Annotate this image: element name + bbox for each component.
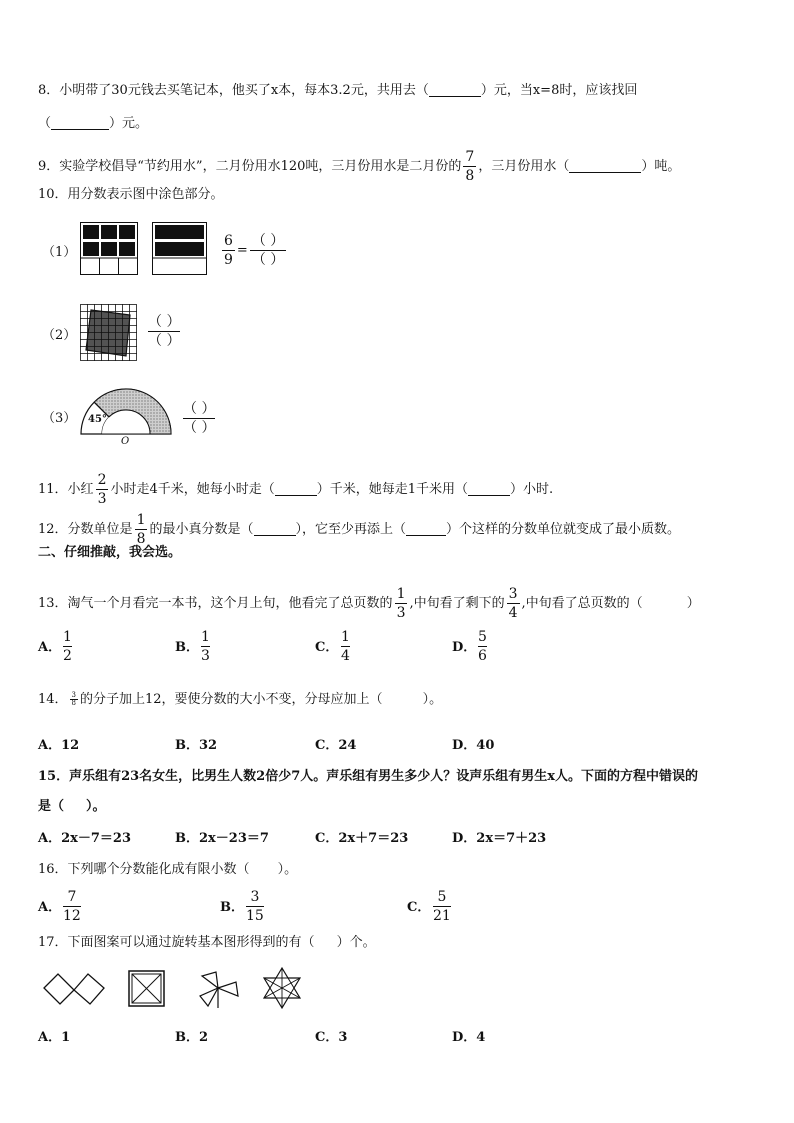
q13-fraction-2 [507, 585, 520, 622]
q12-frac-num: 1 [136, 512, 146, 528]
q11-blank-1[interactable] [275, 481, 317, 496]
q13-option-d-label: D． [452, 640, 477, 655]
q10-sub1-num: 6 [224, 233, 233, 249]
q10-sub1-answer[interactable] [250, 232, 286, 269]
q13-option-c-frac [341, 628, 350, 665]
q10-figure1-bars [152, 222, 208, 276]
q13-option-b-frac [201, 628, 210, 665]
q17-option-a[interactable]: A．1 [38, 1030, 71, 1045]
q13-text-d: ） [686, 596, 700, 611]
q10-sub3-ans-den: （ ） [183, 420, 216, 436]
q10-number: 10． [38, 187, 68, 202]
question-14 [38, 690, 442, 710]
q11-blank-2[interactable] [468, 481, 510, 496]
q16-b-num: 3 [246, 888, 264, 907]
q12-text-d: ）个这样的分数单位就变成了最小质数。 [446, 522, 681, 537]
q10-sub1-label: （1） [42, 245, 77, 260]
q16-option-b-label: B． [220, 900, 244, 915]
q17-figure-pinwheel [196, 968, 242, 1010]
q12-text-b: 的最小真分数是（ [149, 522, 254, 537]
q14-text-end: ）。 [422, 692, 443, 707]
q14-option-a[interactable]: A．12 [38, 738, 80, 753]
q12-frac-den: 8 [136, 531, 146, 547]
q13-a-num: 1 [63, 629, 72, 645]
q13-f1-num: 1 [396, 586, 406, 602]
q9-text-c: ）吨。 [641, 159, 681, 174]
q16-c-den: 21 [433, 908, 451, 924]
q10-origin-label: O [121, 436, 130, 447]
question-16 [38, 860, 297, 880]
q10-figure2-grid [80, 304, 140, 364]
q11-text-b: 小时走4千米，她每小时走（ [110, 482, 275, 497]
q10-sub2-answer[interactable] [148, 313, 180, 350]
question-15-line1 [38, 767, 698, 787]
q16-option-c-frac [433, 888, 451, 925]
question-17 [38, 933, 376, 953]
q12-blank-2[interactable] [406, 521, 446, 536]
question-15-line2 [38, 797, 106, 817]
q10-sub1-den: 9 [224, 252, 233, 268]
q14-small-num: 3 [71, 691, 77, 699]
q16-text-end: ）。 [277, 862, 298, 877]
q16-b-den: 15 [246, 908, 264, 924]
q10-sub3-ans-num: （ ） [183, 401, 216, 417]
q8-open-paren: （ [38, 116, 52, 131]
q16-text: 下列哪个分数能化成有限小数（ [67, 862, 250, 877]
q10-sub2-label: （2） [42, 328, 77, 343]
q10-sub1-ans-num: （ ） [251, 233, 285, 249]
q17-figure-square-x [128, 970, 166, 1008]
q16-number: 16． [38, 862, 68, 877]
q11-fraction [96, 471, 109, 508]
question-9 [38, 148, 680, 185]
q16-option-a-label: A． [38, 900, 62, 915]
q13-b-num: 1 [201, 629, 210, 645]
question-13 [38, 585, 700, 622]
q8-blank-1[interactable] [429, 82, 481, 97]
q13-b-den: 3 [201, 648, 210, 664]
q9-frac-den: 8 [465, 168, 475, 184]
q17-option-d[interactable]: D．4 [452, 1030, 486, 1045]
q13-c-num: 1 [341, 629, 350, 645]
q15-option-d[interactable]: D．2x＝7＋23 [452, 831, 547, 846]
q10-sub3-label: （3） [42, 411, 77, 426]
q10-sub2-ans-den: （ ） [148, 333, 181, 349]
q13-option-a-frac [63, 628, 72, 665]
q13-option-c-label: C． [315, 640, 339, 655]
q14-option-c[interactable]: C．24 [315, 738, 357, 753]
q15-text-a: 声乐组有23名女生，比男生人数2倍少7人。声乐组有男生多少人？设声乐组有男生x人。下面的方程中错误的 [69, 769, 699, 784]
q8-text-a: 小明带了30元钱去买笔记本，他买了x本，每本3.2元，共用去（ [59, 83, 429, 98]
q8-text-b: ）元，当x=8时，应该找回 [480, 83, 638, 98]
q13-f2-num: 3 [508, 586, 518, 602]
q9-frac-num: 7 [465, 149, 475, 165]
q16-option-c-label: C． [407, 900, 431, 915]
question-8-line1 [38, 81, 637, 101]
q13-a-den: 2 [63, 648, 72, 664]
q9-text-a: 实验学校倡导“节约用水”，二月份用水120吨，三月份用水是二月份的 [59, 159, 462, 174]
q16-a-num: 7 [63, 888, 81, 907]
q13-text-b: ,中旬看了剩下的 [409, 596, 505, 611]
q17-figure-star [260, 966, 304, 1010]
q9-number: 9． [38, 159, 60, 174]
q8-number: 8． [38, 83, 60, 98]
q15-text-c: ）。 [86, 799, 106, 814]
q12-number: 12． [38, 522, 68, 537]
question-11 [38, 471, 553, 508]
q17-figure-rotated-squares [42, 968, 106, 1008]
q11-text-a: 小红 [67, 482, 94, 497]
question-8-line2 [38, 114, 148, 134]
q12-text-a: 分数单位是 [67, 522, 133, 537]
q8-line2-close: ）元。 [109, 116, 149, 131]
q14-small-den: 8 [71, 699, 77, 707]
q15-option-c[interactable]: C．2x＋7＝23 [315, 831, 409, 846]
q17-option-b[interactable]: B．2 [175, 1030, 209, 1045]
q10-figure1-grid [80, 222, 140, 276]
q16-option-a-frac [63, 888, 81, 925]
q16-option-b-frac [246, 888, 264, 925]
q13-d-den: 6 [478, 648, 487, 664]
q14-option-d[interactable]: D．40 [452, 738, 495, 753]
q14-option-b[interactable]: B．32 [175, 738, 218, 753]
q13-number: 13． [38, 596, 68, 611]
q13-fraction-1 [395, 585, 408, 622]
q17-number: 17． [38, 935, 68, 950]
q10-sub1-fraction [222, 232, 235, 269]
q13-c-den: 4 [341, 648, 350, 664]
q13-f2-den: 4 [508, 605, 518, 621]
q9-blank[interactable] [569, 158, 641, 173]
q15-option-b[interactable]: B．2x－23＝7 [175, 831, 269, 846]
q13-text-a: 淘气一个月看完一本书，这个月上旬，他看完了总页数的 [67, 596, 393, 611]
q9-text-b: ，三月份用水（ [478, 159, 570, 174]
q14-number: 14． [38, 692, 68, 707]
q17-text-end: ）个。 [336, 935, 376, 950]
section-2-title: 二、仔细推敲，我会选。 [38, 545, 182, 560]
q11-number: 11． [38, 482, 68, 497]
q13-text-c: ,中旬看了总页数的（ [521, 596, 643, 611]
q14-small-fraction [70, 692, 78, 707]
q11-text-d: ）小时. [510, 482, 554, 497]
q12-blank-1[interactable] [254, 521, 296, 536]
q11-frac-num: 2 [97, 472, 107, 488]
q10-sub1-ans-den: （ ） [251, 252, 285, 268]
q12-text-c: ），它至少再添上（ [295, 522, 407, 537]
question-10 [38, 185, 224, 205]
q17-option-c[interactable]: C．3 [315, 1030, 348, 1045]
q13-f1-den: 3 [396, 605, 406, 621]
q15-text-b: 是（ [38, 799, 65, 814]
q15-number: 15． [38, 769, 70, 784]
q13-option-b-label: B． [175, 640, 199, 655]
q10-sub1-equation [220, 232, 288, 269]
q11-text-c: ）千米，她每走1千米用（ [316, 482, 469, 497]
q13-option-a-label: A． [38, 640, 62, 655]
q17-text: 下面图案可以通过旋转基本图形得到的有（ [67, 935, 315, 950]
q10-equals: = [236, 243, 248, 258]
q16-a-den: 12 [63, 908, 81, 924]
q14-text: 的分子加上12，要使分数的大小不变，分母应加上（ [80, 692, 383, 707]
q10-sub2-ans-num: （ ） [148, 314, 181, 330]
q16-c-num: 5 [433, 888, 451, 907]
q13-option-d-frac [478, 628, 487, 665]
q13-d-num: 5 [478, 629, 487, 645]
q15-option-a[interactable]: A．2x－7＝23 [38, 831, 132, 846]
q11-frac-den: 3 [97, 491, 107, 507]
q10-sub3-answer[interactable] [183, 400, 215, 437]
q10-text: 用分数表示图中涂色部分。 [67, 187, 224, 202]
q8-blank-2[interactable] [51, 115, 109, 130]
q9-fraction [463, 148, 476, 185]
q10-angle-label: 45° [88, 414, 107, 425]
